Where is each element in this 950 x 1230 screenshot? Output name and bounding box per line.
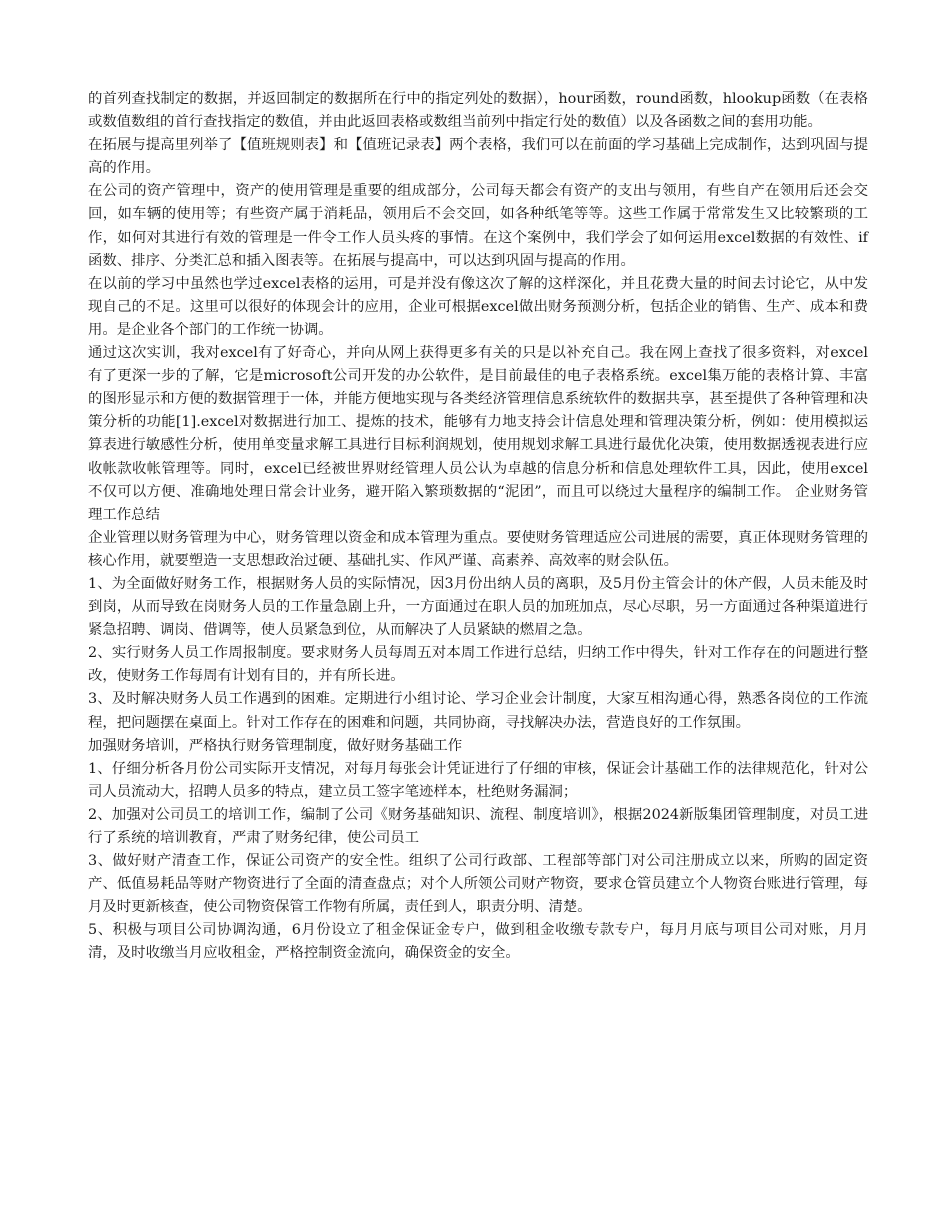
document-body [88, 88, 868, 966]
paragraph-12: 2、加强对公司员工的培训工作，编制了公司《财务基础知识、流程、制度培训》，根据2024新版集团管理制度，对员工进行了系统的培训教育，严肃了财务纪律，使公司员工 [88, 806, 868, 846]
paragraph-14: 5、积极与项目公司协调沟通，6月份设立了租金保证金专户，做到租金收缴专款专户，每月月底与项目公司对账，月月清，及时收缴当月应收租金，严格控制资金流向，确保资金的安全。 [88, 922, 868, 962]
paragraph-9: 3、及时解决财务人员工作遇到的困难。定期进行小组讨论、学习企业会计制度，大家互相沟通心得，熟悉各岗位的工作流程，把问题摆在桌面上。针对工作存在的困难和问题，共同协商，寻找解决办法，营造良好的工作氛围。 [88, 691, 868, 731]
paragraph-10: 加强财务培训，严格执行财务管理制度，做好财务基础工作 [88, 737, 463, 754]
paragraph-5: 通过这次实训，我对excel有了好奇心，并向从网上获得更多有关的只是以补充自己。我在网上查找了很多资料，对excel有了更深一步的了解，它是microsoft公司开发的办公软件，是目前最佳的电子表格系统。excel集万能的表格计算、丰富的图形显示和方便的数据管理于一体，并能方便地实现与各类经济管理信息系统软件的数据共享，甚至提供了各种管理和决策分析的功能[1].excel对数据进行加工、提炼的技术，能够有力地支持会计信息处理和管理决策分析，例如：使用模拟运算表进行敏感性分析，使用单变量求解工具进行目标利润规划，使用规划求解工具进行最优化决策，使用数据透视表进行应收帐款收帐管理等。同时，excel已经被世界财经管理人员公认为卓越的信息分析和信息处理软件工具，因此，使用excel不仅可以方便、准确地处理日常会计业务，避开陷入繁琐数据的“泥团”，而且可以绕过大量程序的编制工作。 企业财务管理工作总结 [88, 345, 868, 523]
paragraph-8: 2、实行财务人员工作周报制度。要求财务人员每周五对本周工作进行总结，归纳工作中得失，针对工作存在的问题进行整改，使财务工作每周有计划有目的，并有所长进。 [88, 645, 868, 685]
paragraph-1: 的首列查找制定的数据，并返回制定的数据所在行中的指定列处的数据），hour函数，round函数，hlookup函数（在表格或数值数组的首行查找指定的数值，并由此返回表格或数组当前列中指定行处的数值）以及各函数之间的套用功能。 [88, 91, 868, 131]
paragraph-13: 3、做好财产清查工作，保证公司资产的安全性。组织了公司行政部、工程部等部门对公司注册成立以来，所购的固定资产、低值易耗品等财产物资进行了全面的清查盘点；对个人所领公司财产物资，要求仓管员建立个人物资台账进行管理，每月及时更新核查，使公司物资保管工作物有所属，责任到人，职责分明、清楚。 [88, 853, 868, 916]
paragraph-2: 在拓展与提高里列举了【值班规则表】和【值班记录表】两个表格，我们可以在前面的学习基础上完成制作，达到巩固与提高的作用。 [88, 137, 868, 177]
paragraph-3: 在公司的资产管理中，资产的使用管理是重要的组成部分，公司每天都会有资产的支出与领用，有些自产在领用后还会交回，如车辆的使用等；有些资产属于消耗品，领用后不会交回，如各种纸笔等等。这些工作属于常常发生又比较繁琐的工作，如何对其进行有效的管理是一件令工作人员头疼的事情。在这个案例中，我们学会了如何运用excel数据的有效性、if函数、排序、分类汇总和插入图表等。在拓展与提高中，可以达到巩固与提高的作用。 [88, 183, 868, 269]
paragraph-11: 1、仔细分析各月份公司实际开支情况，对每月每张会计凭证进行了仔细的审核，保证会计基础工作的法律规范化，针对公司人员流动大，招聘人员多的特点，建立员工签字笔迹样本，杜绝财务漏洞； [88, 760, 868, 800]
paragraph-7: 1、为全面做好财务工作，根据财务人员的实际情况，因3月份出纳人员的离职，及5月份主管会计的休产假，人员未能及时到岗，从而导致在岗财务人员的工作量急剧上升，一方面通过在职人员的加班加点，尽心尽职，另一方面通过各种渠道进行紧急招聘、调岗、借调等，使人员紧急到位，从而解决了人员紧缺的燃眉之急。 [88, 575, 868, 639]
paragraph-6: 企业管理以财务管理为中心，财务管理以资金和成本管理为重点。要使财务管理适应公司进展的需要，真正体现财务管理的核心作用，就要塑造一支思想政治过硬、基础扎实、作风严谨、高素养、高效率的财会队伍。 [88, 529, 868, 569]
paragraph-4: 在以前的学习中虽然也学过excel表格的运用，可是并没有像这次了解的这样深化，并且花费大量的时间去讨论它，从中发现自己的不足。这里可以很好的体现会计的应用，企业可根据excel做出财务预测分析，包括企业的销售、生产、成本和费用。是企业各个部门的工作统一协调。 [88, 275, 868, 338]
